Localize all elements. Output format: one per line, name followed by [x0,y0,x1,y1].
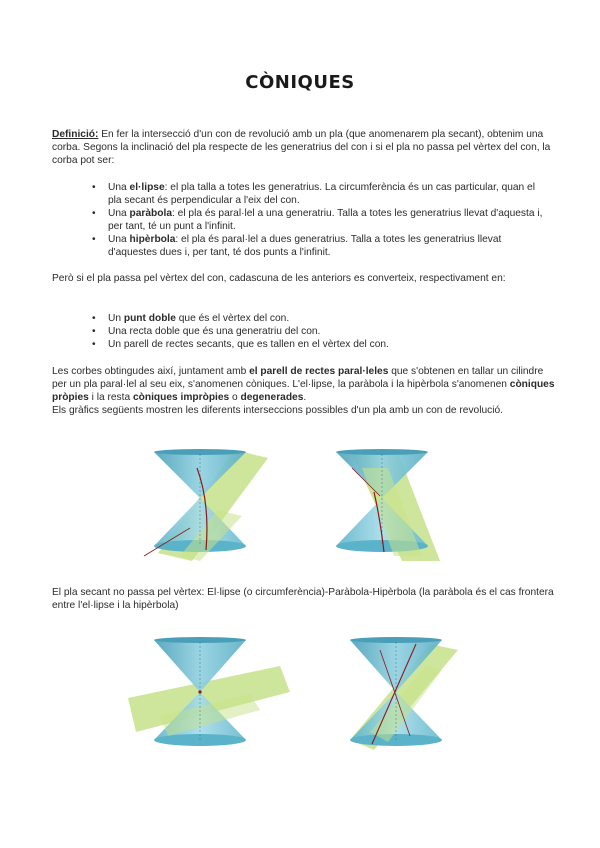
bullet-icon: • [92,208,96,219]
degenerate-list [92,312,550,351]
list-item: • Una hipèrbola: el pla és paral·lel a dues generatrius. Talla a totes les generatrius llevat d'aquestes dues i, per tant, té dos punts a l'infinit. [92,234,502,258]
ellipse-section-figure [140,448,280,563]
curves-list [92,181,550,259]
bullet-icon: • [92,339,96,350]
list-item: • Una paràbola: el pla és paral·lel a una generatriu. Talla a totes les generatrius llevat d'aquesta i, per tant, té un punt a l'infinit. [92,208,543,232]
list-item: • Un punt doble que és el vèrtex del con. [92,313,290,324]
parabola-section-figure [322,448,462,563]
vertex-intro: Però si el pla passa pel vèrtex del con, cadascuna de les anteriors es converteix, respectivament en: [52,273,506,284]
definition-text: En fer la intersecció d'un con de revolució amb un pla (que anomenarem pla secant), obtenim una corba. Segons la inclinació del pla respecte de les generatrius del con i si el pla no passa pel vèrtex del con, la corba pot ser: [52,129,551,166]
page-title: CÒNIQUES [245,72,355,93]
list-item: • Una el·lipse: el pla talla a totes les generatrius. La circumferència és un cas particular, quan el pla secant és perpendicular a l'eix del con. [92,182,535,206]
bullet-icon: • [92,234,96,245]
list-item: • Un parell de rectes secants, que es tallen en el vèrtex del con. [92,339,389,350]
list-item: • Una recta doble que és una generatriu del con. [92,326,321,337]
hyperbola-section-figure [120,636,300,756]
bullet-icon: • [92,313,96,324]
vertex-point [198,690,201,693]
bullet-icon: • [92,182,96,193]
definition-paragraph [52,128,558,167]
summary-paragraph: Les corbes obtingudes així, juntament amb el parell de rectes paral·leles que s'obtenen en tallar un cilindre per un pla paral·lel al seu eix, s'anomenen còniques. L'el·lipse, la paràbola i la hipèrbola s'anomenen còniques pròpies i la resta còniques impròpies o degenerades. Els gràfics següents mostren les diferents interseccions possibles d'un pla amb un con de revolució. [52,366,555,416]
bullet-icon: • [92,326,96,337]
figures-caption: El pla secant no passa pel vèrtex: El·lipse (o circumferència)-Paràbola-Hipèrbola (la paràbola és el cas frontera entre l'el·lipse i la hipèrbola) [52,587,554,611]
definition-label: Definició: [52,129,99,140]
line-pair-section-figure [330,636,480,756]
